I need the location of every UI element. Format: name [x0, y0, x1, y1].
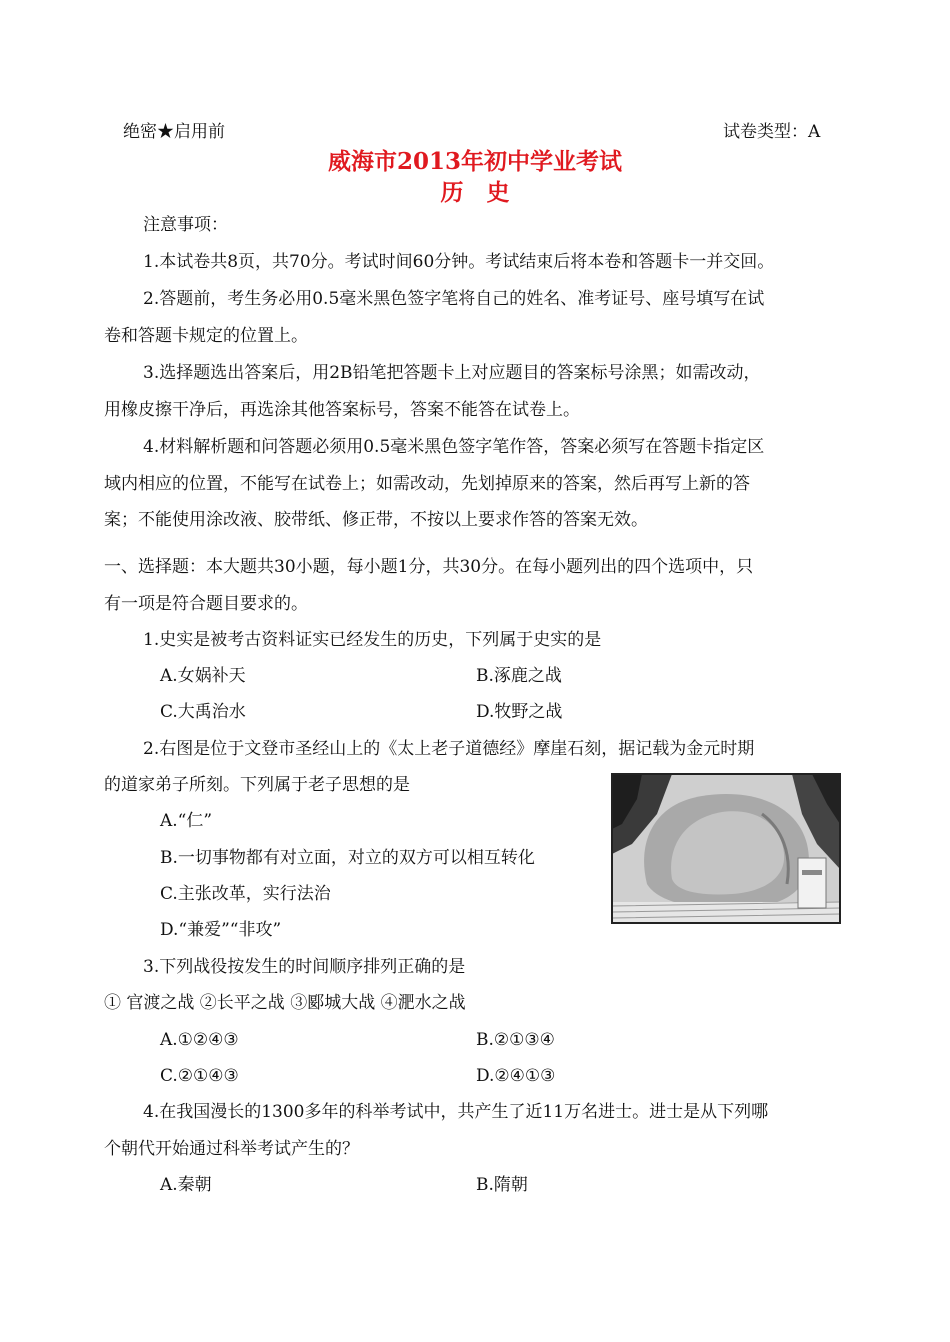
q3-option-d: D.②④①③ — [476, 1066, 556, 1086]
q1-option-c: C.大禹治水 — [160, 702, 246, 722]
note-2-line-1: 2.答题前，考生务必用0.5毫米黑色签字笔将自己的姓名、准考证号、座号填写在试 — [143, 289, 765, 309]
q3-items: ① 官渡之战 ②长平之战 ③郾城大战 ④淝水之战 — [104, 993, 466, 1013]
q4-stem-line-1: 4.在我国漫长的1300多年的科举考试中，共产生了近11万名进士。进士是从下列哪 — [143, 1102, 769, 1122]
note-3-line-1: 3.选择题选出答案后，用2B铅笔把答题卡上对应题目的答案标号涂黑；如需改动， — [143, 363, 761, 383]
paper-type-label: 试卷类型：A — [723, 122, 821, 142]
q3-option-b: B.②①③④ — [476, 1030, 555, 1050]
note-4-line-2: 域内相应的位置，不能写在试卷上；如需改动，先划掉原来的答案，然后再写上新的答 — [104, 474, 750, 494]
note-4-line-3: 案；不能使用涂改液、胶带纸、修正带，不按以上要求作答的答案无效。 — [104, 510, 648, 530]
notes-heading: 注意事项： — [143, 215, 228, 235]
note-3-line-2: 用橡皮擦干净后，再选涂其他答案标号，答案不能答在试卷上。 — [104, 400, 580, 420]
q3-option-a: A.①②④③ — [160, 1030, 239, 1050]
note-4-line-1: 4.材料解析题和问答题必须用0.5毫米黑色签字笔作答，答案必须写在答题卡指定区 — [143, 437, 765, 457]
q2-option-d: D.“兼爱”“非攻” — [160, 920, 282, 940]
q1-option-d: D.牧野之战 — [476, 702, 563, 722]
q1-option-b: B.涿鹿之战 — [476, 666, 562, 686]
q1-option-a: A.女娲补天 — [160, 666, 246, 686]
section-heading-line-2: 有一项是符合题目要求的。 — [104, 594, 308, 614]
confidential-label: 绝密★启用前 — [123, 122, 225, 142]
q2-stem-line-1: 2.右图是位于文登市圣经山上的《太上老子道德经》摩崖石刻，据记载为金元时期 — [143, 739, 755, 759]
rock-carving-photo — [611, 773, 841, 924]
q2-option-c: C.主张改革，实行法治 — [160, 884, 331, 904]
q3-stem: 3.下列战役按发生的时间顺序排列正确的是 — [143, 957, 466, 977]
section-heading-line-1: 一、选择题：本大题共30小题，每小题1分，共30分。在每小题列出的四个选项中，只 — [104, 557, 754, 577]
q2-option-a: A.“仁” — [160, 811, 213, 831]
subject-title: 历 史 — [440, 179, 510, 206]
note-1: 1.本试卷共8页，共70分。考试时间60分钟。考试结束后将本卷和答题卡一并交回。 — [143, 252, 775, 272]
q2-option-b: B.一切事物都有对立面，对立的双方可以相互转化 — [160, 848, 535, 868]
q1-stem: 1.史实是被考古资料证实已经发生的历史，下列属于史实的是 — [143, 630, 602, 650]
q4-option-a: A.秦朝 — [160, 1175, 212, 1195]
exam-title: 威海市2013年初中学业考试 — [327, 148, 622, 175]
q4-stem-line-2: 个朝代开始通过科举考试产生的？ — [104, 1139, 359, 1159]
note-2-line-2: 卷和答题卡规定的位置上。 — [104, 326, 308, 346]
q2-stem-line-2: 的道家弟子所刻。下列属于老子思想的是 — [104, 775, 410, 795]
q3-option-c: C.②①④③ — [160, 1066, 239, 1086]
q4-option-b: B.隋朝 — [476, 1175, 528, 1195]
